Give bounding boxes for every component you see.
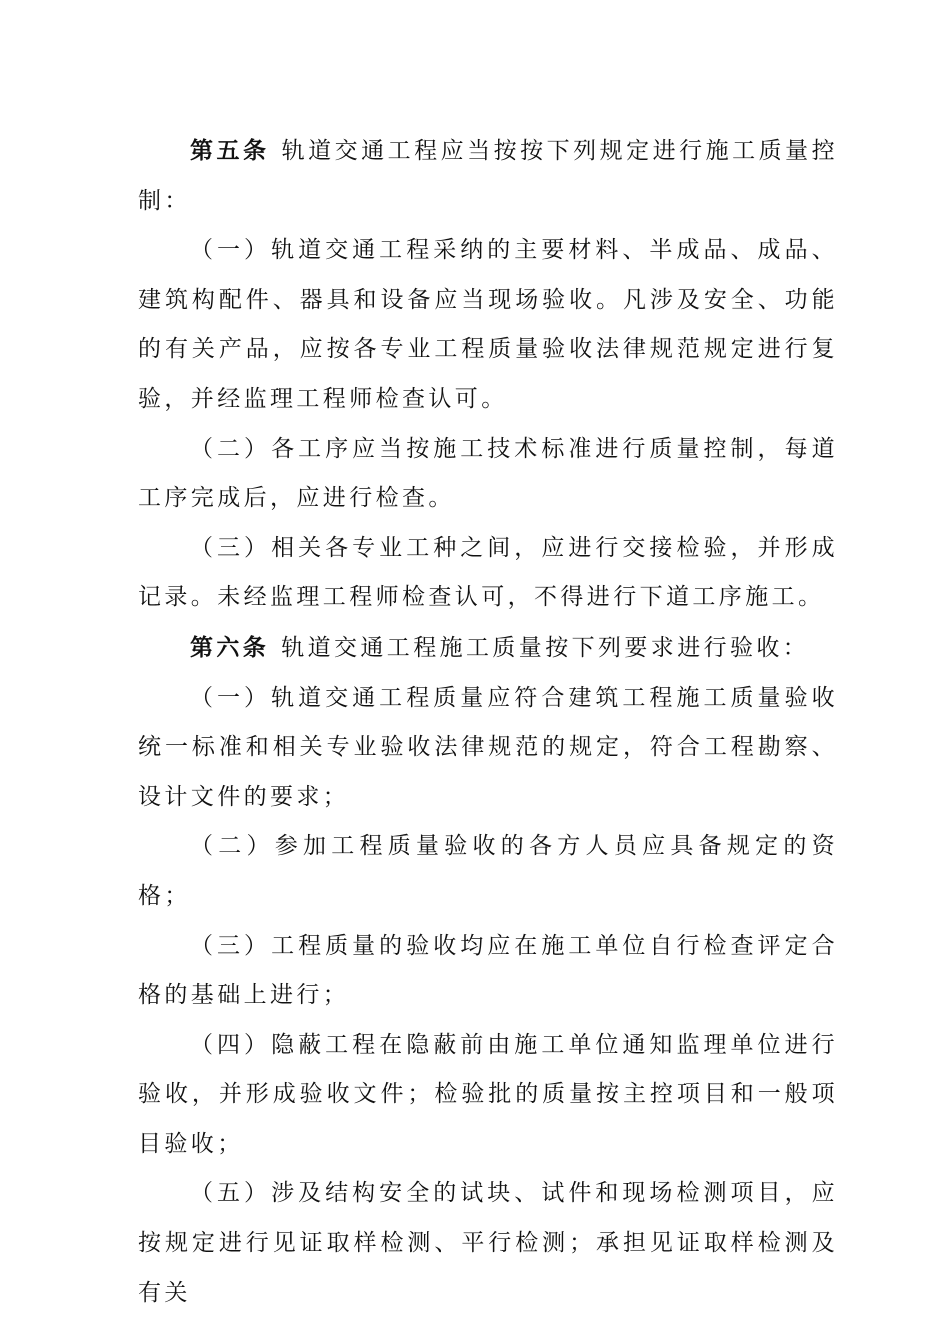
article-5-text: 轨道交通工程应当按按下列规定进行施工质量控制： (138, 138, 838, 214)
article-5-item-1: （一）轨道交通工程采纳的主要材料、半成品、成品、建筑构配件、器具和设备应当现场验收。凡涉及安全、功能的有关产品，应按各专业工程质量验收法律规范规定进行复验，并经监理工程师检查认可。 (138, 237, 838, 412)
article-5-number: 第五条 (190, 137, 270, 164)
article-6-item-3: （三）工程质量的验收均应在施工单位自行检查评定合格的基础上进行； (138, 932, 838, 1009)
article-6-item-1: （一）轨道交通工程质量应符合建筑工程施工质量验收统一标准和相关专业验收法律规范的规定，符合工程勘察、设计文件的要求； (138, 684, 838, 810)
article-6-text: 轨道交通工程施工质量按下列要求进行验收： (281, 634, 810, 661)
article-5-item-3: （三）相关各专业工种之间，应进行交接检验，并形成记录。未经监理工程师检查认可，不得进行下道工序施工。 (138, 534, 838, 611)
article-5-item-2: （二）各工序应当按施工技术标准进行质量控制，每道工序完成后，应进行检查。 (138, 435, 838, 512)
article-6-number: 第六条 (190, 633, 270, 661)
article-6-item-2: （二）参加工程质量验收的各方人员应具备规定的资格； (138, 833, 838, 909)
article-6-item-5: （五）涉及结构安全的试块、试件和现场检测项目，应按规定进行见证取样检测、平行检测；承担见证取样检测及有关 (138, 1180, 838, 1306)
article-6-heading (138, 623, 838, 674)
document-page (138, 126, 838, 1318)
article-5-heading (138, 126, 838, 226)
article-6-item-4: （四）隐蔽工程在隐蔽前由施工单位通知监理单位进行验收，并形成验收文件；检验批的质量按主控项目和一般项目验收； (138, 1031, 838, 1157)
